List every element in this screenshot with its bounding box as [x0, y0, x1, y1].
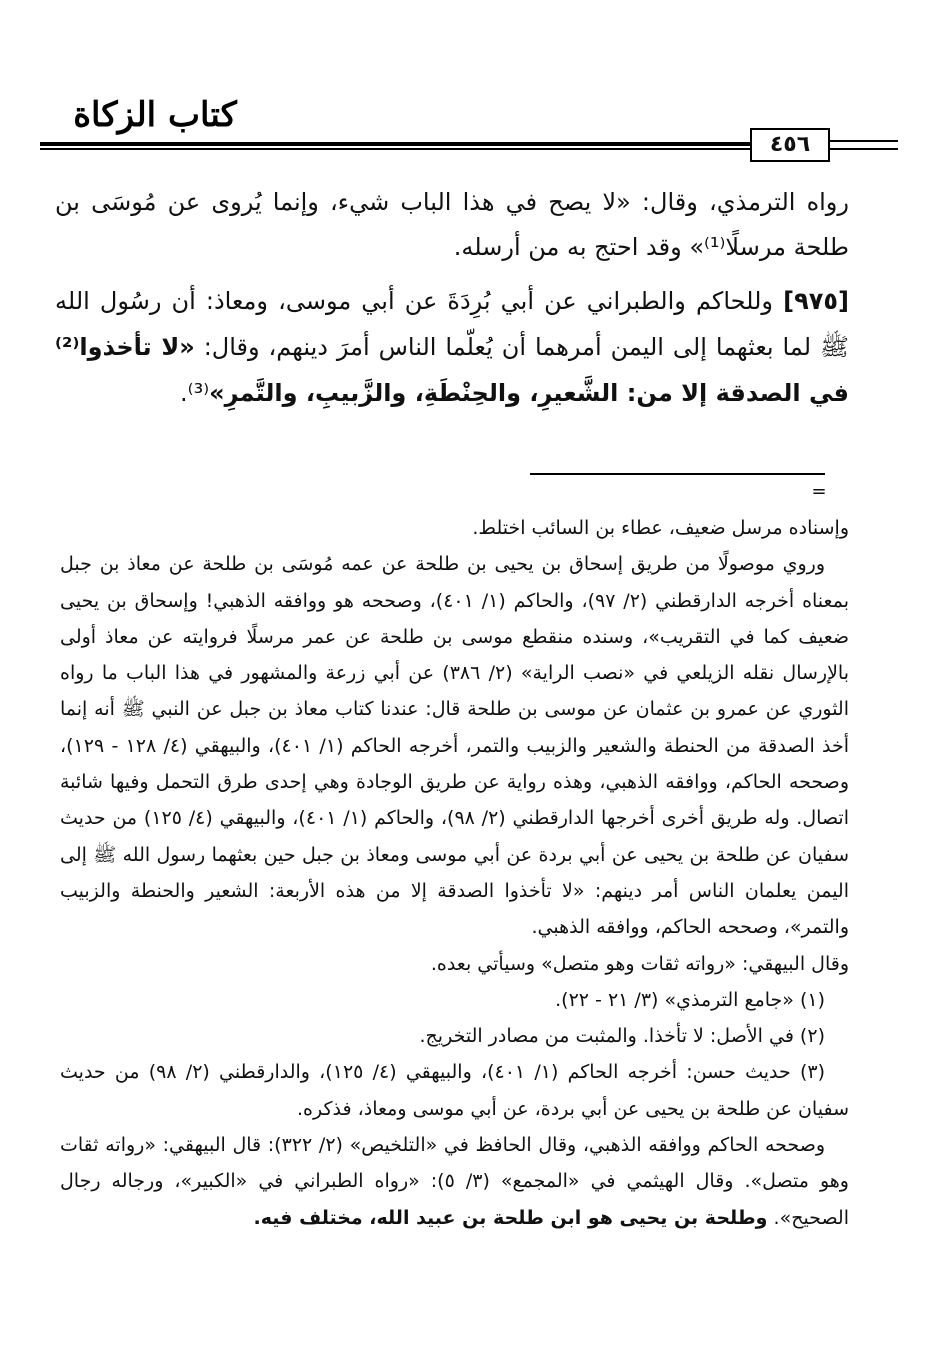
footnote-2: (٢) في الأصل: لا تأخذا. والمثبت من مصادر التخريج.: [419, 1025, 825, 1048]
footnote-3-continued: [60, 1127, 849, 1236]
hadith-intro: وللحاكم والطبراني عن أبي بُرِدَةَ عن أبي موسى، ومعاذ: أن رسُول الله ﷺ لما بعثهما إلى اليمن أمرهما أن يُعلّما الناس أمرَ دينهم، وقال:: [55, 287, 849, 361]
footnote-1: (١) «جامع الترمذي» (٣/ ٢١ - ٢٢).: [555, 988, 825, 1011]
hadith-number: [٩٧٥]: [783, 287, 849, 315]
hadith-quote: «لا تأخذوا⁽²⁾ في الصدقة إلا من: الشَّعيرِ، والحِنْطَةِ، والزَّبيبِ، والتَّمرِ»: [55, 333, 849, 407]
footnote-continuation-mark: =: [811, 481, 827, 502]
header-rule-right-upper: [830, 140, 898, 142]
book-title: كتاب الزكاة: [73, 95, 237, 135]
header-rule-right-lower: [830, 148, 898, 150]
main-paragraph: رواه الترمذي، وقال: «لا يصح في هذا الباب شيء، وإنما يُروى عن مُوسَى بن طلحة مرسلًا⁽¹⁾» وقد احتج به من أرسله.: [55, 188, 849, 261]
header-rule-thin: [40, 148, 750, 150]
footnote-separator: [530, 473, 825, 475]
footnotes: [60, 510, 849, 1236]
page-header: [40, 70, 898, 160]
main-text: [55, 180, 849, 416]
footnote-continuation: وقال البيهقي: «رواته ثقات وهو متصل» وسيأتي بعده.: [430, 952, 849, 975]
hadith-paragraph: [55, 278, 849, 416]
header-rule-thick: [40, 142, 750, 146]
footnote-continuation: وروي موصولًا من طريق إسحاق بن يحيى بن طلحة عن عمه مُوسَى بن طلحة عن معاذ بن جبل بمعناه أخرجه الدارقطني (٢/ ٩٧)، والحاكم (١/ ٤٠١)، وصححه هو ووافقه الذهبي! وإسحاق بن يحيى ضعيف كما في التقريب»، وسنده منقطع موسى بن طلحة عن عمر مرسلًا فروايته عن معاذ أولى بالإرسال نقله الزيلعي في «نصب الراية» (٢/ ٣٨٦) عن أبي زرعة والمشهور في هذا الباب ما رواه الثوري عن عمرو بن عثمان عن موسى بن طلحة قال: عندنا كتاب معاذ بن جبل عن النبي ﷺ أنه إنما أخذ الصدقة من الحنطة والشعير والزبيب والتمر، أخرجه الحاكم (١/ ٤٠١)، والبيهقي (٤/ ١٢٨ - ١٢٩)، وصححه الحاكم، ووافقه الذهبي، وهذه رواية عن طريق الوجادة وهي إحدى طرق التحمل وفيها شائبة اتصال. وله طريق أخرى أخرجها الدارقطني (٢/ ٩٨)، والحاكم (١/ ٤٠١)، والبيهقي (٤/ ١٢٥) من حديث سفيان عن طلحة بن يحيى عن أبي بردة عن أبي موسى ومعاذ بن جبل حين بعثهما رسول الله ﷺ إلى اليمن يعلمان الناس أمر دينهم: «لا تأخذوا الصدقة إلا من هذه الأربعة: الشعير والحنطة والزبيب والتمر»، وصححه الحاكم، ووافقه الذهبي.: [60, 553, 850, 939]
page-number: ٤٥٦: [750, 128, 830, 162]
footnote-continuation: وإسناده مرسل ضعيف، عطاء بن السائب اختلط.: [472, 517, 849, 539]
hadith-footnote-ref: ⁽³⁾.: [180, 379, 210, 407]
footnote-3: (٣) حديث حسن: أخرجه الحاكم (١/ ٤٠١)، والبيهقي (٤/ ١٢٥)، والدارقطني (٢/ ٩٨) من حديث سفيان عن طلحة بن يحيى عن أبي بردة، عن أبي موسى ومعاذ، فذكره.: [60, 1061, 849, 1120]
footnote-3-text: وصححه الحاكم ووافقه الذهبي، وقال الحافظ في «التلخيص» (٢/ ٣٢٢): قال البيهقي: «رواته ثقات وهو متصل». وقال الهيثمي في «المجمع» (٣/ ٥): «رواه الطبراني في «الكبير»، ورجاله رجال الصحيح».: [60, 1134, 849, 1229]
footnote-3-bold: وطلحة بن يحيى هو ابن طلحة بن عبيد الله، مختلف فيه.: [253, 1206, 768, 1229]
